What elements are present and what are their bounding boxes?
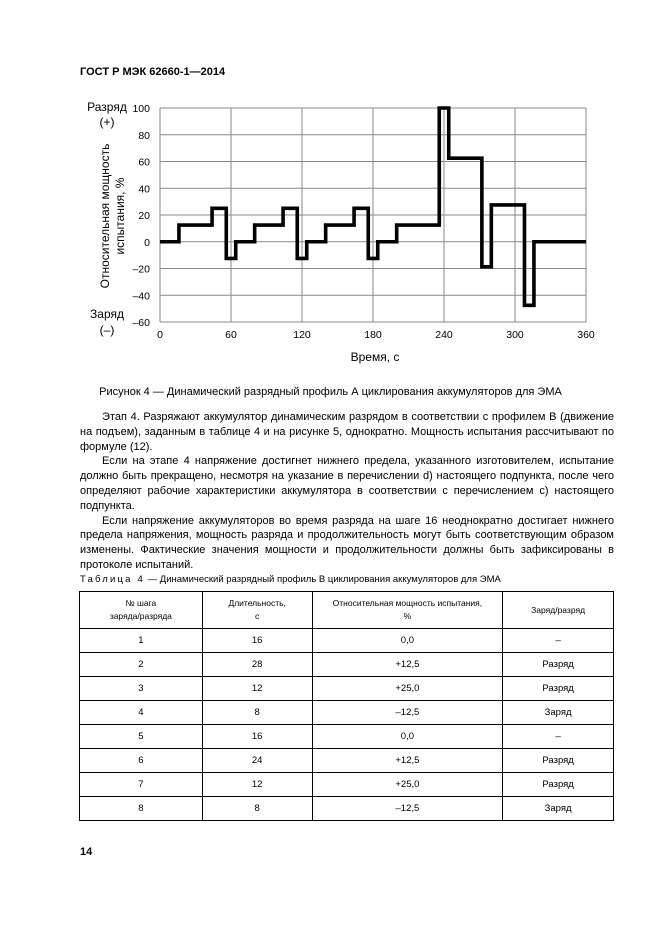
x-tick-label: 0 bbox=[157, 329, 163, 341]
header-charge-discharge: Заряд/разряд bbox=[503, 592, 614, 629]
discharge-label: Разряд bbox=[87, 100, 127, 114]
document-header: ГОСТ Р МЭК 62660-1—2014 bbox=[80, 66, 226, 78]
y-tick-label: –20 bbox=[132, 263, 150, 276]
table-caption-text: — Динамический разрядный профиль В циклирования аккумуляторов для ЭМА bbox=[144, 574, 501, 585]
discharge-sign: (+) bbox=[99, 115, 115, 129]
y-tick-label: 0 bbox=[144, 236, 150, 249]
x-tick-label: 360 bbox=[577, 329, 595, 341]
header-power: Относительная мощность испытания, % bbox=[312, 592, 503, 629]
y-tick-label: 20 bbox=[138, 210, 150, 222]
charge-sign: (–) bbox=[99, 323, 115, 337]
paragraph-stage-4: Этап 4. Разряжают аккумулятор динамическим разрядом в соответствии с профилем В (движение на подъем), заданным в таблице 4 и на рисунке 5, однократно. Мощность испытания рассчитывают по формуле (12). bbox=[80, 411, 614, 453]
paragraph-step-16: Если напряжение аккумуляторов во время разряда на шаге 16 неоднократно достигает нижнего предела напряжения, мощность разряда и продолжительность могут быть соответствующим образом изменены. Фактические значения мощности и продолжительности должны быть зафиксированы в протоколе испытаний. bbox=[80, 514, 614, 571]
table-row: 1 16 0,0 – bbox=[80, 629, 614, 653]
y-tick-label: –60 bbox=[132, 317, 150, 329]
y-tick-label: 60 bbox=[138, 156, 150, 169]
table-row: 4 8 –12,5 Заряд bbox=[80, 701, 614, 725]
y-axis-title-line1: Относительная мощность bbox=[98, 143, 112, 289]
table-caption bbox=[80, 574, 501, 585]
y-tick-labels bbox=[132, 103, 150, 329]
x-tick-label: 300 bbox=[506, 329, 524, 341]
body-text bbox=[80, 410, 614, 573]
charge-label: Заряд bbox=[90, 307, 124, 321]
x-tick-label: 180 bbox=[364, 329, 382, 341]
page-number: 14 bbox=[80, 846, 93, 858]
table-row: 5 16 0,0 – bbox=[80, 725, 614, 749]
header-duration: Длительность, с bbox=[202, 592, 312, 629]
table-header-row bbox=[80, 592, 614, 629]
x-axis-title: Время, с bbox=[350, 350, 400, 364]
table-row: 3 12 +25,0 Разряд bbox=[80, 677, 614, 701]
table-row: 7 12 +25,0 Разряд bbox=[80, 773, 614, 797]
x-tick-labels bbox=[157, 329, 595, 341]
y-tick-label: –40 bbox=[132, 290, 150, 303]
table-row: 2 28 +12,5 Разряд bbox=[80, 653, 614, 677]
paragraph-voltage-limit: Если на этапе 4 напряжение достигнет нижнего предела, указанного изготовителем, испытание должно быть прекращено, несмотря на указание в перечислении d) настоящего подпункта, после чего определяют рабочие характеристики аккумулятора в соответствии с перечислением с) настоящего подпункта. bbox=[80, 455, 614, 512]
y-tick-label: 80 bbox=[138, 129, 150, 142]
x-tick-label: 240 bbox=[435, 329, 453, 341]
y-tick-label: 100 bbox=[132, 103, 150, 115]
x-tick-label: 60 bbox=[225, 329, 237, 341]
chart-grid bbox=[160, 108, 586, 322]
table-row: 6 24 +12,5 Разряд bbox=[80, 749, 614, 773]
header-step: № шага заряда/разряда bbox=[80, 592, 203, 629]
table-caption-label: Таблица 4 bbox=[80, 574, 145, 585]
table-row: 8 8 –12,5 Заряд bbox=[80, 797, 614, 821]
figure-caption: Рисунок 4 — Динамический разрядный профиль А циклирования аккумуляторов для ЭМА bbox=[99, 386, 562, 398]
y-axis-title-line2: испытания, % bbox=[113, 177, 127, 255]
x-tick-label: 120 bbox=[293, 329, 311, 341]
power-profile-chart bbox=[0, 0, 661, 380]
profile-b-table bbox=[79, 591, 614, 821]
y-tick-label: 40 bbox=[138, 183, 150, 196]
